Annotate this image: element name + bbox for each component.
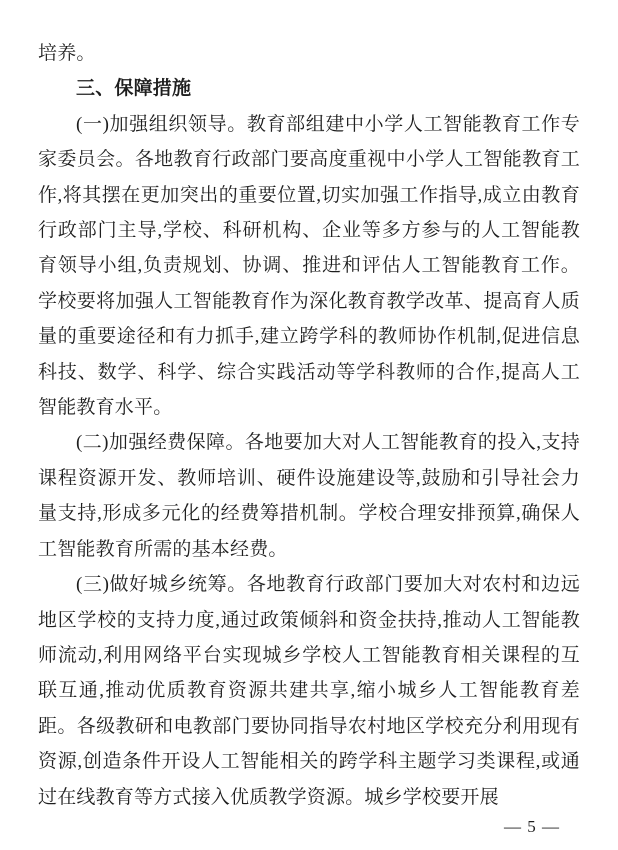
paragraph-funding-guarantee: (二)加强经费保障。各地要加大对人工智能教育的投入,支持课程资源开发、教师培训、硬件设施建设等,鼓励和引导社会力量支持,形成多元化的经费筹措机制。学校合理安排预算,确保人工智能教育所需的基本经费。 <box>38 432 580 560</box>
section-heading: 三、保障措施 <box>76 78 192 100</box>
continuation-text: 培养。 <box>38 43 96 64</box>
paragraph-organization-leadership: (一)加强组织领导。教育部组建中小学人工智能教育工作专家委员会。各地教育行政部门要高度重视中小学人工智能教育工作,将其摆在更加突出的重要位置,切实加强工作指导,成立由教育行政部门主导,学校、科研机构、企业等多方参与的人工智能教育领导小组,负责规划、协调、推进和评估人工智能教育工作。学校要将加强人工智能教育作为深化教育教学改革、提高育人质量的重要途径和有力抓手,建立跨学科的教师协作机制,促进信息科技、数学、科学、综合实践活动等学科教师的合作,提高人工智能教育水平。 <box>38 113 580 419</box>
paragraph-urban-rural-coordination: (三)做好城乡统筹。各地教育行政部门要加大对农村和边远地区学校的支持力度,通过政策倾斜和资金扶持,推动人工智能教师流动,利用网络平台实现城乡学校人工智能教育相关课程的互联互通,推动优质教育资源共建共享,缩小城乡人工智能教育差距。各级教研和电教部门要协同指导农村地区学校充分利用现有资源,创造条件开设人工智能相关的跨学科主题学习类课程,或通过在线教育等方式接入优质教学资源。城乡学校要开展 <box>38 574 580 808</box>
page-number: — 5 — <box>504 817 560 836</box>
